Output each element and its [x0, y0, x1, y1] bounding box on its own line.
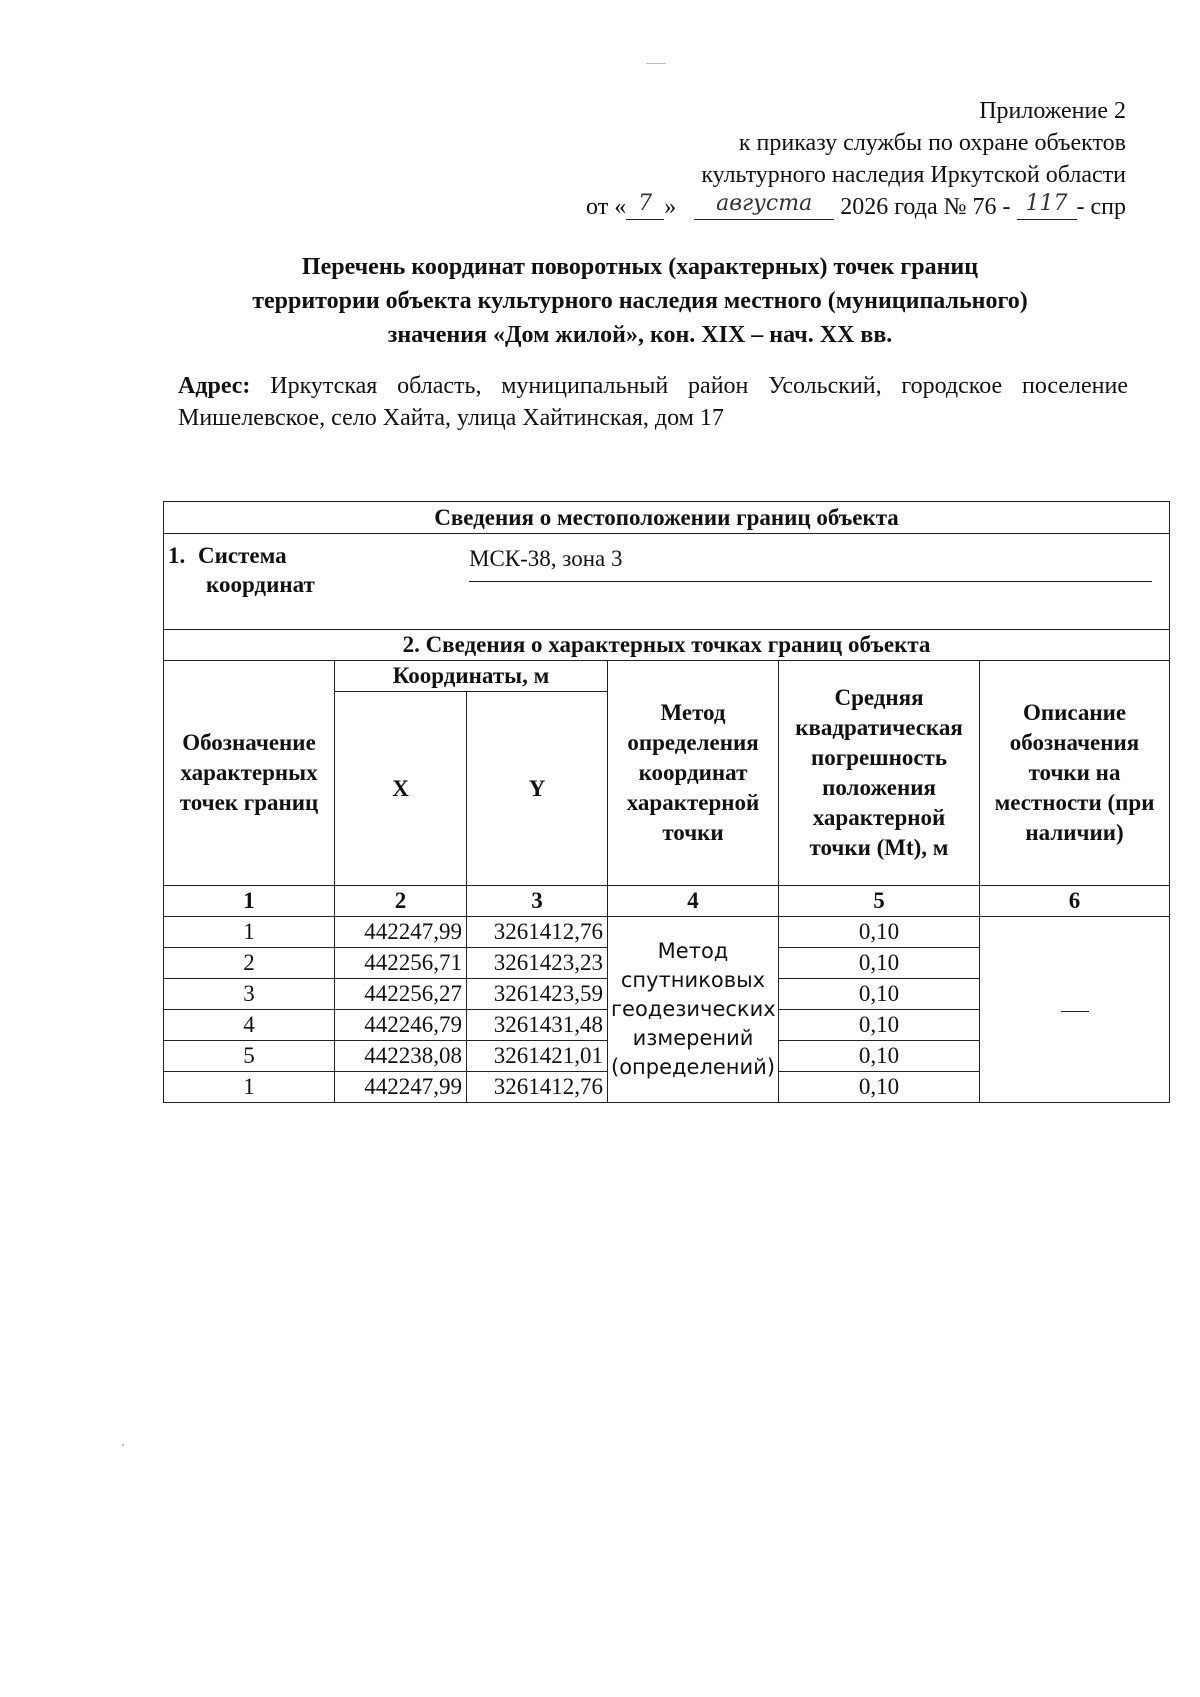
coordinate-system-field	[469, 546, 1152, 582]
col-number-5: 5	[779, 886, 980, 917]
col-header-error: Средняя квадратическая погрешность положения характерной точки (Mt), м	[779, 661, 980, 886]
order-no-field	[1017, 191, 1077, 220]
col-number-1: 1	[164, 886, 335, 917]
col-header-x: X	[335, 692, 467, 886]
point-id: 1	[164, 1072, 335, 1103]
appendix-line-1: Приложение 2	[979, 98, 1126, 124]
mean-error: 0,10	[779, 917, 980, 948]
point-id: 3	[164, 979, 335, 1010]
coord-x: 442256,71	[335, 948, 467, 979]
date-suffix: - спр	[1076, 194, 1126, 220]
system-number: 1.	[168, 543, 186, 568]
col-header-coordinates: Координаты, м	[335, 661, 608, 692]
coord-x: 442246,79	[335, 1010, 467, 1041]
handwritten-day: 7	[638, 191, 653, 216]
appendix-line-2: к приказу службы по охране объектов	[738, 130, 1126, 156]
col-number-3: 3	[467, 886, 608, 917]
handwritten-month: августа	[716, 191, 813, 216]
col-header-description: Описание обозначения точки на местности (при наличии)	[980, 661, 1170, 886]
address-block	[178, 370, 1128, 434]
method-cell: Метод спутниковых геодезических измерений (определений)	[608, 917, 779, 1103]
title-line-1: Перечень координат поворотных (характерных) точек границ	[301, 254, 979, 280]
coord-y: 3261423,23	[467, 948, 608, 979]
appendix-block	[426, 95, 1126, 223]
title-line-3: значения «Дом жилой», кон. XIX – нач. XX вв.	[387, 322, 893, 348]
date-year: 2026 года № 76 -	[840, 194, 1011, 220]
appendix-line-3: культурного наследия Иркутской области	[701, 162, 1126, 188]
coord-y: 3261421,01	[467, 1041, 608, 1072]
address-label: Адрес:	[178, 373, 251, 399]
coordinate-system-row	[164, 534, 1170, 630]
section-header: Сведения о местоположении границ объекта	[164, 502, 1170, 534]
address-text: Иркутская область, муниципальный район Усольский, городское поселение Мишелевское, село Хайта, улица Хайтинская, дом 17	[178, 373, 1128, 431]
mean-error: 0,10	[779, 979, 980, 1010]
col-header-y: Y	[467, 692, 608, 886]
scan-artifact	[122, 1444, 124, 1446]
coord-x: 442256,27	[335, 979, 467, 1010]
coordinate-system-value: МСК-38, зона 3	[469, 546, 623, 571]
col-number-2: 2	[335, 886, 467, 917]
mean-error: 0,10	[779, 948, 980, 979]
coord-y: 3261423,59	[467, 979, 608, 1010]
handwritten-order-no: 117	[1025, 191, 1068, 216]
appendix-date-line	[426, 191, 1126, 223]
table-row	[164, 917, 1170, 948]
col-header-designation: Обозначение характерных точек границ	[164, 661, 335, 886]
coord-y: 3261412,76	[467, 917, 608, 948]
points-section-header: 2. Сведения о характерных точках границ объекта	[164, 630, 1170, 661]
system-label-line-1: Система	[198, 543, 287, 568]
title-line-2: территории объекта культурного наследия местного (муниципального)	[252, 288, 1028, 314]
coord-y: 3261412,76	[467, 1072, 608, 1103]
boundary-points-table	[163, 501, 1170, 1103]
mean-error: 0,10	[779, 1072, 980, 1103]
coord-y: 3261431,48	[467, 1010, 608, 1041]
point-id: 2	[164, 948, 335, 979]
description-cell	[980, 917, 1170, 1103]
empty-dash	[1061, 1011, 1089, 1012]
mean-error: 0,10	[779, 1010, 980, 1041]
point-id: 4	[164, 1010, 335, 1041]
col-number-6: 6	[980, 886, 1170, 917]
col-number-4: 4	[608, 886, 779, 917]
coord-x: 442247,99	[335, 1072, 467, 1103]
coordinate-system-label	[168, 541, 315, 599]
point-id: 1	[164, 917, 335, 948]
coord-x: 442247,99	[335, 917, 467, 948]
mean-error: 0,10	[779, 1041, 980, 1072]
system-label-line-2: координат	[206, 572, 315, 597]
date-prefix: от «	[586, 194, 627, 220]
col-header-method: Метод определения координат характерной точки	[608, 661, 779, 886]
month-field	[694, 191, 834, 220]
point-id: 5	[164, 1041, 335, 1072]
day-field	[626, 191, 664, 220]
document-title	[160, 250, 1120, 352]
scan-artifact	[646, 63, 666, 64]
date-mid: »	[664, 194, 677, 220]
coord-x: 442238,08	[335, 1041, 467, 1072]
